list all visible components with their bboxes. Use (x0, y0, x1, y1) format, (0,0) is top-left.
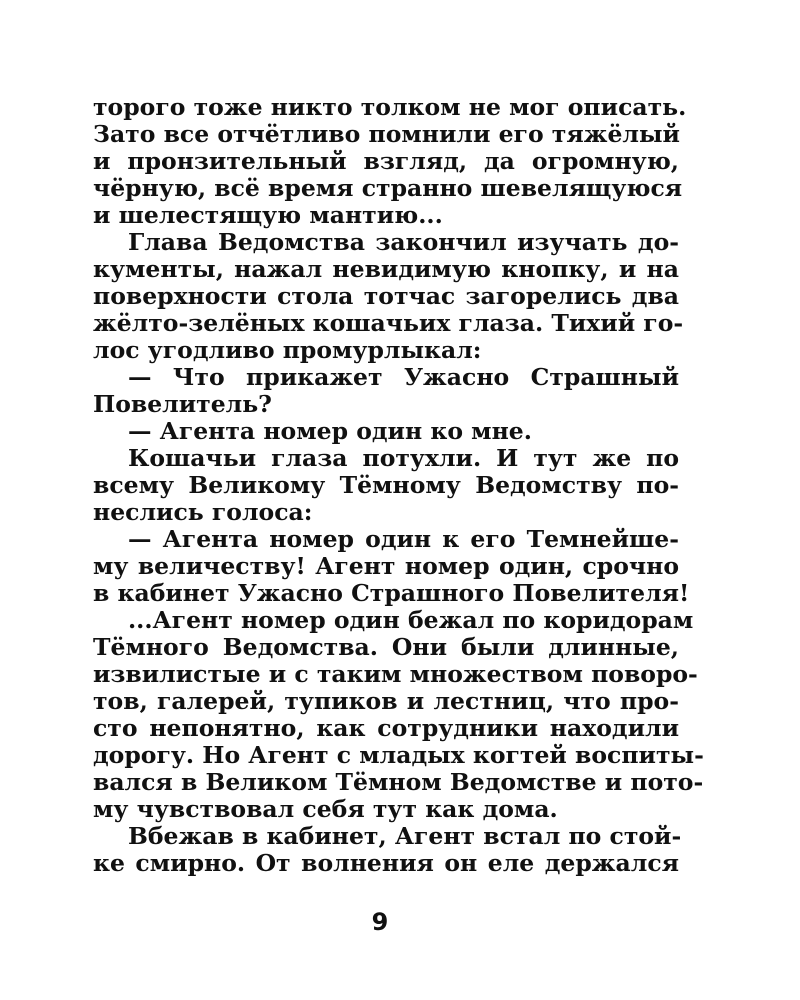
text-line: Тёмного Ведомства. Они были длинные, (93, 633, 679, 661)
text-line: му чувствовал себя тут как дома. (93, 795, 558, 823)
text-line: дорогу. Но Агент с младых когтей воспиты- (93, 741, 704, 769)
text-line: Глава Ведомства закончил изучать до- (128, 228, 679, 256)
text-line: — Агента номер один ко мне. (128, 417, 532, 445)
text-line: торого тоже никто толком не мог описать. (93, 93, 687, 121)
text-line: поверхности стола тотчас загорелись два (93, 282, 679, 310)
text-line: кументы, нажал невидимую кнопку, и на (93, 255, 679, 283)
text-line: ...Агент номер один бежал по коридорам (128, 606, 694, 634)
text-line: неслись голоса: (93, 498, 313, 526)
text-line: жёлто-зелёных кошачьих глаза. Тихий го- (93, 309, 684, 337)
text-line: Вбежав в кабинет, Агент встал по стой- (128, 822, 682, 850)
text-line: Повелитель? (93, 390, 272, 418)
text-line: тов, галерей, тупиков и лестниц, что про- (93, 687, 679, 715)
text-line: сто непонятно, как сотрудники находили (93, 714, 679, 742)
text-line: всему Великому Тёмному Ведомству по- (93, 471, 679, 499)
text-line: извилистые и с таким множеством поворо- (93, 660, 698, 688)
text-line: — Агента номер один к его Темнейше- (128, 525, 679, 553)
page-number: 9 (371, 908, 389, 936)
text-line: му величеству! Агент номер один, срочно (93, 552, 679, 580)
text-line: и пронзительный взгляд, да огромную, (93, 147, 679, 175)
text-line: Зато все отчётливо помнили его тяжёлый (93, 120, 680, 148)
text-line: вался в Великом Тёмном Ведомстве и пото- (93, 768, 704, 796)
text-line: в кабинет Ужасно Страшного Повелителя! (93, 579, 690, 607)
text-line: и шелестящую мантию... (93, 201, 443, 229)
text-line: лос угодливо промурлыкал: (93, 336, 482, 364)
text-line: Кошачьи глаза потухли. И тут же по (128, 444, 679, 472)
text-line: ке смирно. От волнения он еле держался (93, 849, 679, 877)
body-text (93, 93, 704, 877)
text-line: чёрную, всё время странно шевелящуюся (93, 174, 683, 202)
text-line: — Что прикажет Ужасно Страшный (128, 363, 679, 391)
